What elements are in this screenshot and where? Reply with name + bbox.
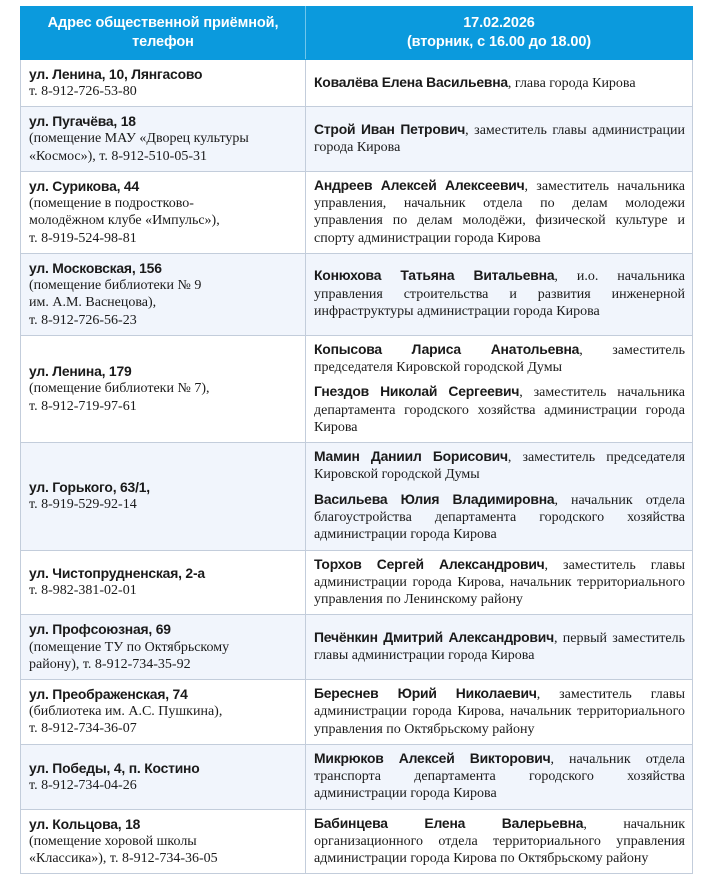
address-detail-line: им. А.М. Васнецова), [29, 295, 157, 311]
cell-officials [306, 254, 693, 336]
official-role: , заместитель председателя Кировской городской Думы [314, 342, 686, 376]
official-name: Гнездов Николай Сергеевич [314, 383, 520, 400]
address-street: ул. Преображенская, 74 [29, 686, 188, 703]
official-role: , глава города Кирова [507, 75, 636, 91]
address-detail-line: (помещение ТУ по Октябрьскому [29, 639, 230, 655]
cell-officials [306, 171, 693, 253]
address-detail-line: т. 8-982-381-02-01 [29, 583, 137, 599]
address-detail-line: т. 8-912-726-56-23 [29, 312, 137, 328]
cell-address [21, 171, 306, 253]
cell-address [21, 254, 306, 336]
official-name: Печёнкин Дмитрий Александрович [314, 628, 554, 645]
table-row [21, 171, 693, 253]
address-detail-line: т. 8-912-734-36-07 [29, 721, 137, 737]
official-name: Микрюков Алексей Викторович [314, 749, 551, 766]
address-street: ул. Московская, 156 [29, 260, 162, 277]
address-street: ул. Сурикова, 44 [29, 178, 139, 195]
table-row [21, 335, 693, 442]
cell-address [21, 550, 306, 615]
cell-officials [306, 550, 693, 615]
column-header-address-line2: телефон [132, 33, 194, 50]
address-street: ул. Победы, 4, п. Костино [29, 759, 200, 776]
address-detail-line: т. 8-919-524-98-81 [29, 230, 137, 246]
official-entry [314, 750, 685, 803]
address-street: ул. Чистопрудненская, 2-а [29, 565, 205, 582]
address-street: ул. Ленина, 179 [29, 363, 132, 380]
cell-address [21, 107, 306, 172]
official-role: , заместитель начальника департамента городского хозяйства администрации города Кирова [314, 385, 685, 435]
address-detail-line: району), т. 8-912-734-35-92 [29, 656, 191, 672]
cell-address [21, 443, 306, 550]
cell-address [21, 744, 306, 809]
table-row [21, 60, 693, 107]
official-role: , заместитель главы администрации города Кирова, начальник территориального управления по Ленинскому району [314, 557, 685, 608]
official-entry [314, 121, 685, 157]
table-row [21, 679, 693, 744]
address-detail-line: (помещение библиотеки № 7), [29, 381, 210, 397]
official-entry [314, 629, 685, 665]
official-entry [314, 177, 685, 247]
reception-schedule-table [20, 6, 693, 874]
official-entry [314, 341, 685, 377]
address-detail-line: т. 8-912-726-53-80 [29, 84, 137, 100]
official-role: , начальник отдела благоустройства департамента городского хозяйства администрации города Кирова [314, 492, 685, 543]
official-name: Мамин Даниил Борисович [314, 448, 508, 465]
address-street: ул. Профсоюзная, 69 [29, 621, 171, 638]
official-entry [314, 815, 685, 868]
table-row [21, 809, 693, 874]
address-detail-line: молодёжном клубе «Импульс»), [29, 213, 220, 229]
cell-address [21, 679, 306, 744]
official-name: Торхов Сергей Александрович [314, 555, 545, 572]
table-row [21, 744, 693, 809]
table-row [21, 107, 693, 172]
cell-officials [306, 335, 693, 442]
table-row [21, 615, 693, 680]
address-street: ул. Пугачёва, 18 [29, 113, 136, 130]
column-header-address [21, 7, 306, 60]
cell-address [21, 615, 306, 680]
table-body [21, 60, 693, 874]
cell-officials [306, 615, 693, 680]
official-role: , начальник отдела транспорта департамента городского хозяйства администрации города Кирова [314, 751, 686, 802]
table-header [21, 7, 693, 60]
address-street: ул. Горького, 63/1, [29, 479, 150, 496]
official-role: , заместитель председателя Кировской городской Думы [314, 450, 686, 483]
official-name: Строй Иван Петрович [314, 120, 466, 137]
official-name: Бабинцева Елена Валерьевна [314, 814, 584, 831]
column-header-reception [306, 7, 693, 60]
official-name: Конюхова Татьяна Витальевна [314, 267, 555, 284]
cell-address [21, 60, 306, 107]
official-entry [314, 556, 685, 609]
official-entry [314, 74, 685, 92]
address-street: ул. Ленина, 10, Лянгасово [29, 66, 203, 83]
cell-officials [306, 809, 693, 874]
official-role: , заместитель главы администрации города Кирова, начальник территориального управления по Октябрьскому району [314, 686, 685, 737]
cell-officials [306, 107, 693, 172]
table-row [21, 443, 693, 550]
official-role: , и.о. начальника управления строительства и развития инженерной инфраструктуры администрации города Кирова [314, 269, 685, 320]
table-row [21, 254, 693, 336]
address-detail-line: (помещение в подростково- [29, 196, 194, 212]
cell-officials [306, 443, 693, 550]
cell-officials [306, 744, 693, 809]
column-header-time: (вторник, с 16.00 до 18.00) [406, 33, 592, 50]
address-detail-line: (библиотека им. А.С. Пушкина), [29, 704, 223, 720]
cell-address [21, 809, 306, 874]
official-name: Ковалёва Елена Васильевна [314, 73, 508, 90]
official-name: Андреев Алексей Алексеевич [314, 176, 525, 193]
official-role: , начальник организационного отдела территориального управления администрации города Кирова по Октябрьскому району [314, 816, 685, 867]
official-entry [314, 448, 685, 484]
column-header-address-line1: Адрес общественной приёмной, [47, 15, 279, 31]
official-entry [314, 685, 685, 738]
address-detail-line: (помещение библиотеки № 9 [29, 278, 202, 294]
official-name: Береснев Юрий Николаевич [314, 684, 537, 701]
official-role: , заместитель начальника управления, начальник отдела по делам молодежи управления по делам молодёжи, физической культуре и спорту администрации города Кирова [314, 178, 685, 246]
official-entry [314, 491, 685, 544]
address-detail-line: т. 8-919-529-92-14 [29, 497, 137, 513]
official-role: , заместитель главы администрации города Кирова [314, 122, 685, 156]
official-role: , первый заместитель главы администрации города Кирова [314, 630, 685, 664]
cell-officials [306, 679, 693, 744]
table-row [21, 550, 693, 615]
table-header-row [21, 7, 693, 60]
cell-officials [306, 60, 693, 107]
official-name: Копысова Лариса Анатольевна [314, 340, 580, 357]
column-header-date: 17.02.2026 [463, 15, 535, 31]
official-name: Васильева Юлия Владимировна [314, 490, 555, 507]
address-detail-line: т. 8-912-734-04-26 [29, 777, 137, 793]
address-street: ул. Кольцова, 18 [29, 815, 141, 832]
address-detail-line: т. 8-912-719-97-61 [29, 398, 137, 414]
address-detail-line: (помещение хоровой школы [29, 833, 197, 849]
address-detail-line: «Классика»), т. 8-912-734-36-05 [29, 851, 218, 867]
official-entry [314, 383, 685, 436]
address-detail-line: «Космос»), т. 8-912-510-05-31 [29, 148, 208, 164]
address-detail-line: (помещение МАУ «Дворец культуры [29, 131, 249, 147]
official-entry [314, 267, 685, 320]
cell-address [21, 335, 306, 442]
